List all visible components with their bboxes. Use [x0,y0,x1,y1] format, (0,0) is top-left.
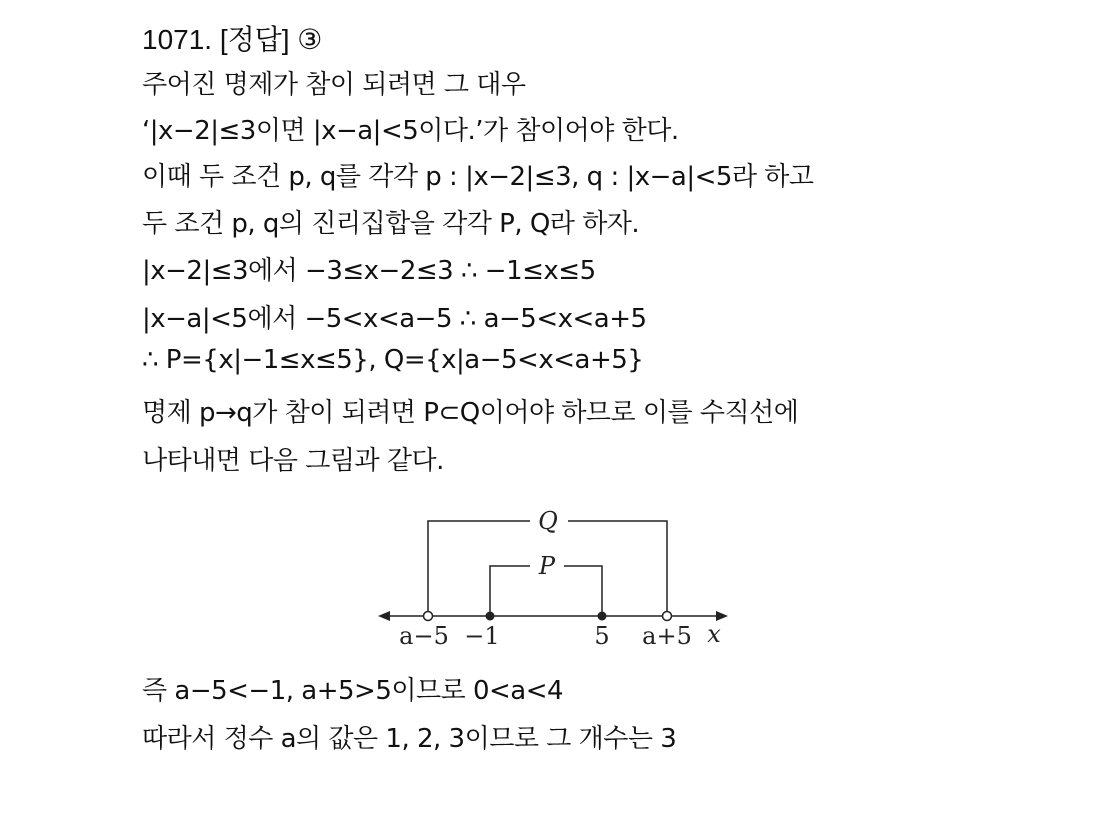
open-point-a-minus-5 [424,612,433,621]
solution-line-10: 즉 a−5<−1, a+5>5이므로 0<a<4 [142,676,564,706]
solution-line-9: 나타내면 다음 그림과 같다. [142,446,444,476]
set-p-bracket-left [490,566,530,616]
solution-line-6: |x−a|<5에서 −5<x<a−5 ∴ a−5<x<a+5 [142,304,647,334]
solution-line-11: 따라서 정수 a의 값은 1, 2, 3이므로 그 개수는 3 [142,724,677,754]
point-label-a-minus-5: a−5 [399,622,449,650]
axis-left-arrow-icon [378,611,390,621]
closed-point-minus-1 [486,612,495,621]
point-label-minus-1: −1 [464,622,500,650]
solution-line-4: 두 조건 p, q의 진리집합을 각각 P, Q라 하자. [142,209,640,239]
number-line-figure [370,498,730,653]
solution-line-1: 주어진 명제가 참이 되려면 그 대우 [142,70,526,100]
set-p-bracket-right [564,566,602,616]
point-label-5: 5 [594,622,610,650]
solution-line-5: |x−2|≤3에서 −3≤x−2≤3 ∴ −1≤x≤5 [142,256,596,286]
set-q-bracket-right [568,521,667,616]
axis-label-x: x [707,620,721,648]
set-q-bracket-left [428,521,530,616]
point-label-a-plus-5: a+5 [642,622,692,650]
solution-line-8: 명제 p→q가 참이 되려면 P⊂Q이어야 하므로 이를 수직선에 [142,398,799,428]
open-point-a-plus-5 [663,612,672,621]
solution-line-2: ‘|x−2|≤3이면 |x−a|<5이다.’가 참이어야 한다. [142,116,679,146]
problem-header: 1071. [정답] ③ [142,24,323,55]
solution-line-7: ∴ P={x|−1≤x≤5}, Q={x|a−5<x<a+5} [142,345,644,375]
closed-point-5 [598,612,607,621]
solution-line-3: 이때 두 조건 p, q를 각각 p : |x−2|≤3, q : |x−a|<5라 하고 [142,162,814,192]
set-p-label: P [538,552,556,580]
set-q-label: Q [538,507,558,535]
